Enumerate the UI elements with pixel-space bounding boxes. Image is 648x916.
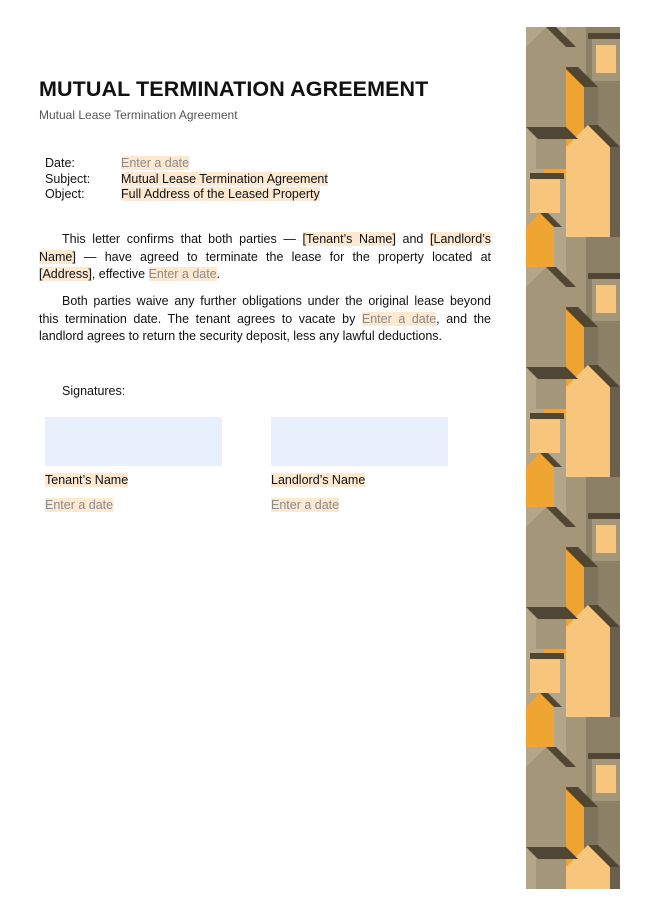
signatures-heading: Signatures: [62, 384, 126, 398]
p1-text-e: . [216, 267, 221, 281]
meta-row-date [45, 156, 328, 172]
tenant-name-signature[interactable]: Tenant’s Name [45, 473, 129, 487]
p1-text-a: This letter confirms that both parties — [62, 232, 303, 246]
meta-row-object [45, 187, 328, 203]
p1-text-d: , effective [91, 267, 149, 281]
document-title: MUTUAL TERMINATION AGREEMENT [39, 77, 429, 101]
paragraph-obligations [39, 293, 491, 346]
p2-text-a: Both parties waive any further obligations under the original lease beyond this termination date. The tenant agrees to vacate by [39, 294, 491, 326]
vacate-date-field[interactable]: Enter a date [361, 311, 437, 326]
tenant-name-field[interactable]: [Tenant’s Name] [302, 232, 396, 246]
meta-block [45, 156, 328, 203]
landlord-signature-date[interactable]: Enter a date [271, 498, 340, 512]
meta-row-subject [45, 172, 328, 188]
date-field[interactable]: Enter a date [121, 156, 190, 170]
p2-text-b: , and the landlord agrees to return the security deposit, less any lawful deductions. [39, 311, 491, 343]
house-pattern-decoration [526, 27, 620, 889]
date-label: Date: [45, 156, 75, 170]
address-field[interactable]: [Address] [39, 267, 92, 281]
effective-date-field[interactable]: Enter a date [148, 267, 217, 281]
object-label: Object: [45, 187, 85, 201]
landlord-name-field[interactable]: [Landlord’s Name] [39, 232, 491, 264]
tenant-signature-date[interactable]: Enter a date [45, 498, 114, 512]
document-subtitle: Mutual Lease Termination Agreement [39, 108, 238, 122]
object-field[interactable]: Full Address of the Leased Property [121, 187, 320, 201]
landlord-signature-box[interactable] [271, 417, 448, 466]
p1-text-b: and [395, 232, 431, 246]
landlord-name-signature[interactable]: Landlord’s Name [271, 473, 366, 487]
p1-text-c: — have agreed to terminate the lease for the property located at [75, 249, 491, 264]
tenant-signature-box[interactable] [45, 417, 222, 466]
paragraph-confirmation [39, 231, 491, 284]
subject-label: Subject: [45, 171, 91, 186]
subject-field[interactable]: Mutual Lease Termination Agreement [121, 171, 328, 186]
